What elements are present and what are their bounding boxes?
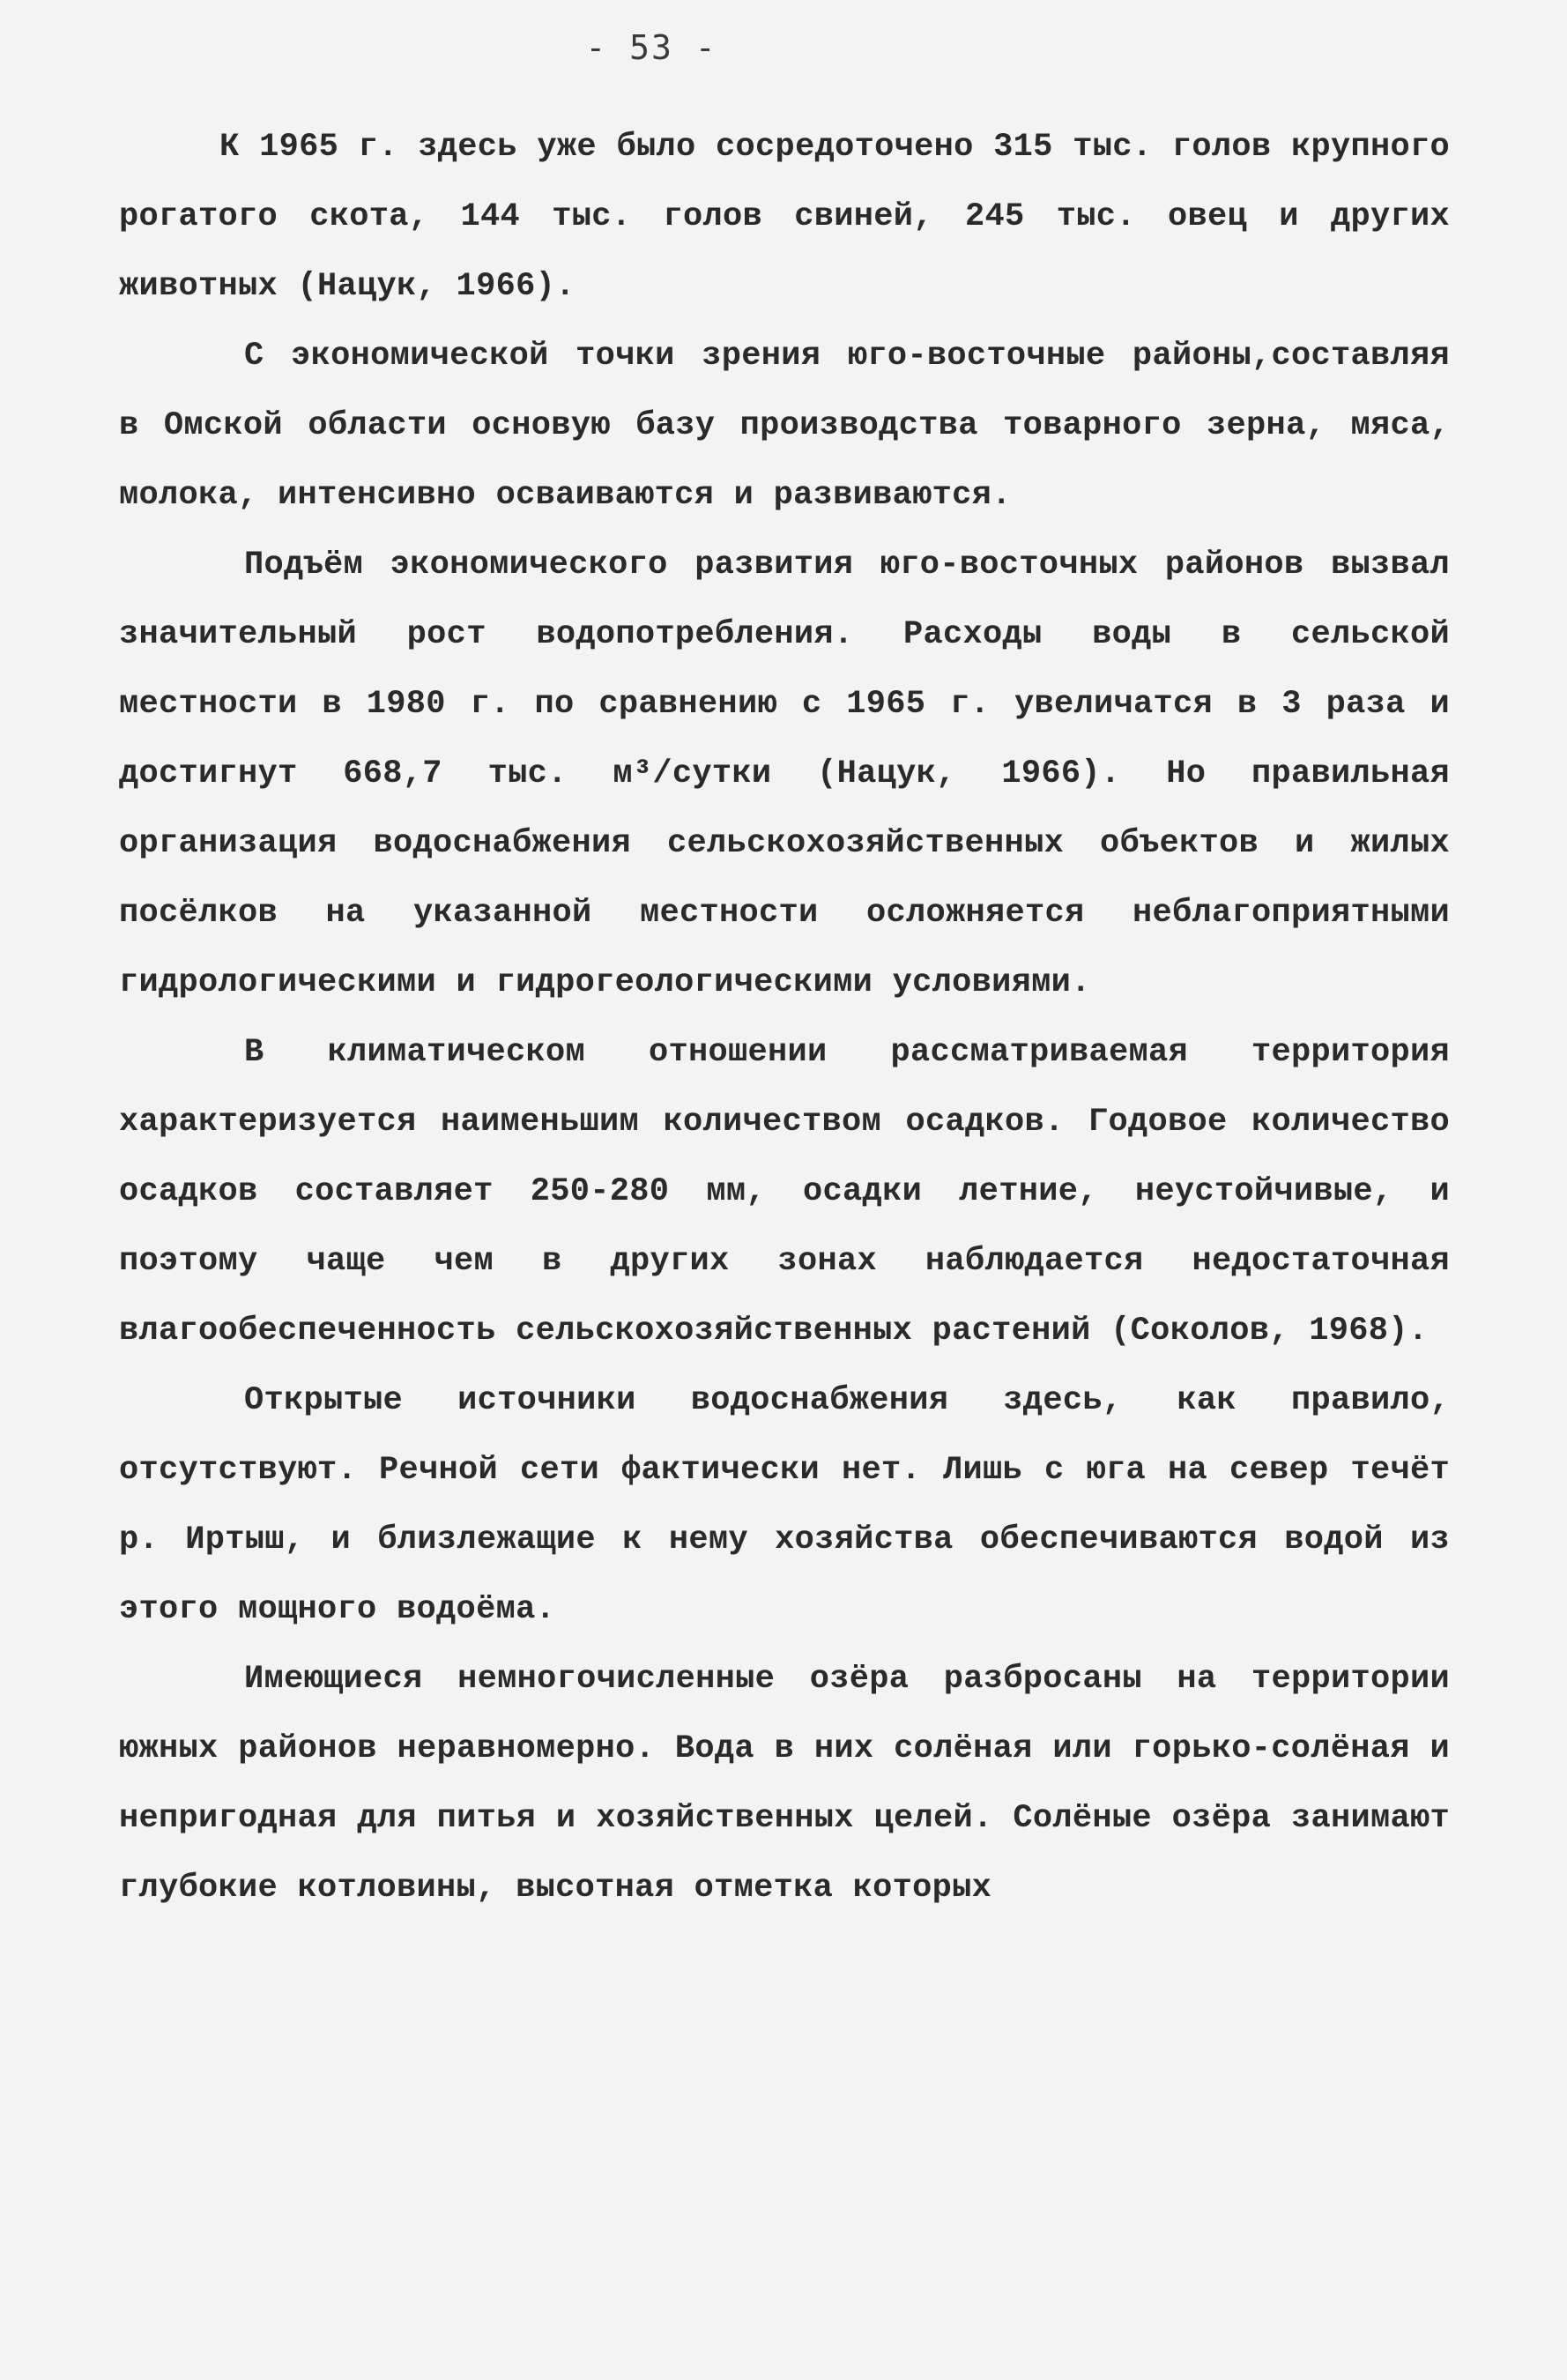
body-text — [119, 113, 1450, 1923]
page-number: - 53 - — [585, 28, 717, 67]
paragraph-2: С экономической точки зрения юго-восточные районы,составляя в Омской области основую базу производства товарного зерна, мяса, молока, интенсивно осваиваются и развиваются. — [119, 338, 1450, 514]
paragraph-3: Подъём экономического развития юго-восточных районов вызвал значительный рост водопотребления. Расходы воды в сельской местности в 1980 г. по сравнению с 1965 г. увеличатся в 3 раза и достигнут 668,7 тыс. м³/сутки (Нацук, 1966). Но правильная организация водоснабжения сельскохозяйственных объектов и жилых посёлков на указанной местности осложняется неблагоприятными гидрологическими и гидрогеологическими условиями. — [119, 547, 1450, 1001]
paragraph-5: Открытые источники водоснабжения здесь, как правило, отсутствуют. Речной сети фактически нет. Лишь с юга на север течёт р. Иртыш, и близлежащие к нему хозяйства обеспечиваются водой из этого мощного водоёма. — [119, 1382, 1450, 1628]
paragraph-4: В климатическом отношении рассматриваемая территория характеризуется наименьшим количеством осадков. Годовое количество осадков составляет 250-280 мм, осадки летние, неустойчивые, и поэтому чаще чем в других зонах наблюдается недостаточная влагообеспеченность сельскохозяйственных растений (Соколов, 1968). — [119, 1034, 1450, 1350]
paragraph-6: Имеющиеся немногочисленные озёра разбросаны на территории южных районов неравномерно. Вода в них солёная или горько-солёная и непригодная для питья и хозяйственных целей. Солёные озёра занимают глубокие котловины, высотная отметка которых — [119, 1661, 1450, 1907]
paragraph-1: К 1965 г. здесь уже было сосредоточено 315 тыс. голов крупного рогатого скота, 144 тыс. голов свиней, 245 тыс. овец и других животных (Нацук, 1966). — [119, 129, 1450, 305]
